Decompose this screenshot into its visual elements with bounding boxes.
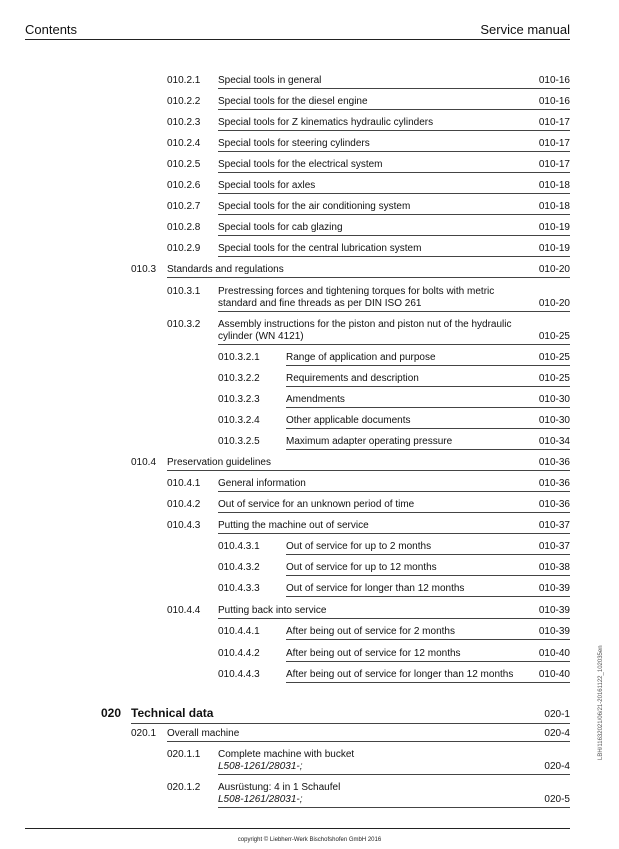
toc-entry-title <box>218 201 410 213</box>
toc-entry-rule <box>218 172 570 173</box>
toc-entry-page: 010-36 <box>538 457 570 468</box>
toc-entry-number: 010.4.3.1 <box>218 541 260 552</box>
toc-entry-title <box>218 180 315 192</box>
toc-entry[interactable] <box>218 541 570 555</box>
toc-entry-rule <box>286 596 570 597</box>
toc-entry-number: 020.1.1 <box>167 749 201 760</box>
toc-entry[interactable] <box>167 499 570 513</box>
toc-entry[interactable] <box>218 562 570 576</box>
toc-entry-title-line: Out of service for up to 2 months <box>286 541 432 552</box>
toc-entry[interactable] <box>167 180 570 194</box>
toc-entry-rule <box>218 618 570 619</box>
toc-entry-page: 010-36 <box>538 478 570 489</box>
toc-entry[interactable] <box>167 605 570 619</box>
toc-entry-page: 020-1 <box>544 709 570 720</box>
toc-entry-title <box>286 626 455 638</box>
toc-entry-title <box>286 669 513 681</box>
toc-entry-title-line: Amendments <box>286 394 345 405</box>
toc-entry-number: 010.4.3.2 <box>218 562 260 573</box>
toc-entry-number: 010.4.4 <box>167 605 201 616</box>
toc-entry-title <box>286 648 461 660</box>
toc-entry-title-line: Putting back into service <box>218 605 327 616</box>
toc-entry-title <box>167 457 271 469</box>
toc-entry-title <box>218 319 512 343</box>
toc-entry-title <box>167 728 239 740</box>
toc-entry[interactable] <box>167 96 570 110</box>
toc-entry-title-line: Maximum adapter operating pressure <box>286 436 453 447</box>
toc-entry-title <box>286 562 437 574</box>
toc-entry[interactable] <box>218 415 570 429</box>
toc-entry-number: 010.3.2.4 <box>218 415 260 426</box>
toc-entry-rule <box>218 193 570 194</box>
toc-entry-number: 010.2.6 <box>167 180 201 191</box>
toc-entry-rule <box>286 661 570 662</box>
toc-entry-title-line: Out of service for up to 12 months <box>286 562 437 573</box>
toc-entry-number: 010.3.2 <box>167 319 201 330</box>
toc-entry-number: 010.2.7 <box>167 201 201 212</box>
toc-entry-title-line: After being out of service for 2 months <box>286 626 455 637</box>
side-document-code: LBH/11632021/06/21-20161122_102035en <box>598 645 604 760</box>
toc-entry-number: 010.4.1 <box>167 478 201 489</box>
toc-entry[interactable] <box>167 749 570 775</box>
toc-entry-rule <box>167 277 570 278</box>
toc-entry[interactable] <box>167 243 570 257</box>
toc-entry-page: 010-39 <box>538 626 570 637</box>
toc-entry-rule <box>167 470 570 471</box>
toc-entry-title-line: Special tools in general <box>218 75 322 86</box>
toc-entry-number: 010.4.4.3 <box>218 669 260 680</box>
toc-entry-title-line: General information <box>218 478 306 489</box>
toc-entry-title <box>286 352 436 364</box>
toc-entry-subtitle: L508-1261/28031-; <box>218 761 303 772</box>
toc-entry[interactable] <box>131 457 570 471</box>
toc-entry-rule <box>218 491 570 492</box>
toc-entry[interactable] <box>218 669 570 683</box>
toc-entry-page: 010-17 <box>538 117 570 128</box>
toc-entry-title <box>218 222 343 234</box>
toc-entry-title-line: Special tools for cab glazing <box>218 222 343 233</box>
toc-entry-title-line: Complete machine with bucket <box>218 749 355 760</box>
toc-entry-page: 010-19 <box>538 243 570 254</box>
toc-entry[interactable] <box>167 319 570 345</box>
toc-entry-page: 010-30 <box>538 415 570 426</box>
toc-entry-rule <box>286 449 570 450</box>
toc-entry-rule <box>218 130 570 131</box>
toc-entry-rule <box>218 533 570 534</box>
toc-entry-rule <box>286 554 570 555</box>
toc-entry-rule <box>218 235 570 236</box>
toc-entry-number: 010.2.2 <box>167 96 201 107</box>
toc-entry-rule <box>286 682 570 683</box>
toc-entry-number: 010.2.3 <box>167 117 201 128</box>
toc-entry[interactable] <box>218 436 570 450</box>
toc-entry-title-line: standard and fine threads as per DIN ISO 261 <box>218 298 422 309</box>
toc-entry-title-line: Prestressing forces and tightening torques for bolts with metric <box>218 286 495 297</box>
toc-entry-title <box>286 373 419 385</box>
toc-entry[interactable] <box>167 782 570 808</box>
toc-entry-number: 020.1.2 <box>167 782 201 793</box>
toc-entry-number: 010.2.8 <box>167 222 201 233</box>
toc-entry-title <box>218 159 383 171</box>
toc-entry-page: 020-4 <box>544 761 570 772</box>
toc-entry-page: 010-39 <box>538 605 570 616</box>
toc-entry-rule <box>218 311 570 312</box>
toc-entry-title-line: cylinder (WN 4121) <box>218 331 304 342</box>
toc-entry-title-line: Special tools for Z kinematics hydraulic cylinders <box>218 117 434 128</box>
toc-entry-page: 010-17 <box>538 138 570 149</box>
toc-entry-page: 010-30 <box>538 394 570 405</box>
toc-entry-rule <box>218 774 570 775</box>
toc-entry-page: 010-40 <box>538 648 570 659</box>
toc-entry-title-line: Technical data <box>131 706 214 720</box>
toc-entry[interactable] <box>167 159 570 173</box>
toc-entry-title-line: Special tools for the electrical system <box>218 159 383 170</box>
toc-entry-number: 010.4.3.3 <box>218 583 260 594</box>
toc-entry-title-line: After being out of service for 12 months <box>286 648 461 659</box>
toc-entry-page: 010-20 <box>538 264 570 275</box>
toc-entry-number: 010.2.4 <box>167 138 201 149</box>
toc-entry-rule <box>286 575 570 576</box>
toc-entry-rule <box>218 214 570 215</box>
toc-entry-page: 010-37 <box>538 541 570 552</box>
toc-entry-page: 010-16 <box>538 75 570 86</box>
toc-entry-title <box>167 264 284 276</box>
toc-entry-page: 010-25 <box>538 331 570 342</box>
toc-entry-title <box>218 499 414 511</box>
toc-entry-title-line: Assembly instructions for the piston and piston nut of the hydraulic <box>218 319 512 330</box>
toc-entry[interactable] <box>167 117 570 131</box>
toc-entry-number: 010.3.2.2 <box>218 373 260 384</box>
toc-entry[interactable] <box>167 75 570 89</box>
toc-entry-title-line: Out of service for longer than 12 months <box>286 583 465 594</box>
footer-copyright: copyright © Liebherr-Werk Bischofshofen GmbH 2016 <box>237 837 382 843</box>
toc-entry-subtitle: L508-1261/28031-; <box>218 794 303 805</box>
toc-entry-number: 010.3.1 <box>167 286 201 297</box>
toc-entry-number: 010.4 <box>131 457 157 468</box>
toc-entry-rule <box>218 109 570 110</box>
toc-entry-title-line: Preservation guidelines <box>167 457 271 468</box>
toc-entry-rule <box>218 88 570 89</box>
toc-entry-title-line: Standards and regulations <box>167 264 284 275</box>
toc-entry-number: 010.4.3 <box>167 520 201 531</box>
toc-entry-title <box>218 605 326 617</box>
toc-entry[interactable] <box>167 201 570 215</box>
toc-entry-rule <box>218 512 570 513</box>
toc-entry-page: 010-40 <box>538 669 570 680</box>
toc-entry-title <box>218 520 369 532</box>
toc-entry[interactable] <box>167 478 570 492</box>
toc-entry-title <box>286 415 411 427</box>
toc-entry[interactable] <box>218 626 570 640</box>
toc-entry-page: 020-4 <box>544 728 570 739</box>
toc-entry-title-line: Overall machine <box>167 728 240 739</box>
toc-entry[interactable] <box>101 706 570 724</box>
toc-entry[interactable] <box>218 352 570 366</box>
toc-entry-rule <box>131 723 570 724</box>
toc-entry-number: 010.3 <box>131 264 157 275</box>
toc-entry-title-line: Other applicable documents <box>286 415 411 426</box>
toc-entry-rule <box>218 807 570 808</box>
toc-entry-number: 020 <box>101 706 122 720</box>
toc-entry-rule <box>286 365 570 366</box>
toc-entry-number: 010.2.9 <box>167 243 201 254</box>
toc-entry-rule <box>286 428 570 429</box>
toc-entry-title-line: Ausrüstung: 4 in 1 Schaufel <box>218 782 341 793</box>
toc-entry-rule <box>286 386 570 387</box>
toc-entry-title-line: Putting the machine out of service <box>218 520 369 531</box>
toc-entry-title <box>218 286 494 310</box>
toc-entry-number: 010.3.2.3 <box>218 394 260 405</box>
toc-entry-page: 010-37 <box>538 520 570 531</box>
toc-entry-page: 010-38 <box>538 562 570 573</box>
toc-entry-title-line: After being out of service for longer than 12 months <box>286 669 514 680</box>
toc-entry-number: 020.1 <box>131 728 157 739</box>
toc-entry-number: 010.4.4.1 <box>218 626 260 637</box>
toc-entry-page: 010-34 <box>538 436 570 447</box>
toc-entry-title <box>218 96 368 108</box>
toc-entry-title <box>218 138 370 150</box>
toc-entry-page: 010-17 <box>538 159 570 170</box>
toc-entry[interactable] <box>167 138 570 152</box>
header-left: Contents <box>25 22 78 37</box>
toc-entry-rule <box>218 344 570 345</box>
toc-entry[interactable] <box>218 648 570 662</box>
footer-rule <box>25 828 570 829</box>
toc-entry-rule <box>286 639 570 640</box>
toc-entry[interactable] <box>131 728 570 742</box>
toc-entry-title-line: Out of service for an unknown period of time <box>218 499 415 510</box>
toc-entry-title <box>286 583 464 595</box>
toc-entry-rule <box>286 407 570 408</box>
toc-entry[interactable] <box>131 264 570 278</box>
toc-entry-page: 010-16 <box>538 96 570 107</box>
toc-entry[interactable] <box>218 583 570 597</box>
toc-entry[interactable] <box>218 373 570 387</box>
toc-entry-page: 010-25 <box>538 373 570 384</box>
toc-entry-title <box>218 243 421 255</box>
toc-entry-rule <box>167 741 570 742</box>
toc-entry-number: 010.2.1 <box>167 75 201 86</box>
toc-entry[interactable] <box>167 520 570 534</box>
toc-entry-title-line: Requirements and description <box>286 373 419 384</box>
toc-entry-title-line: Special tools for the diesel engine <box>218 96 368 107</box>
toc-entry-page: 010-25 <box>538 352 570 363</box>
toc-entry-page: 010-36 <box>538 499 570 510</box>
toc-entry-page: 010-20 <box>538 298 570 309</box>
header-right: Service manual <box>480 22 570 37</box>
toc-entry-title <box>218 75 321 87</box>
toc-entry-title <box>286 436 452 448</box>
toc-entry-title <box>218 478 306 490</box>
toc-entry-number: 010.4.2 <box>167 499 201 510</box>
toc-entry-rule <box>218 151 570 152</box>
toc-entry-title-line: Special tools for axles <box>218 180 316 191</box>
toc-entry-title <box>218 117 433 129</box>
toc-entry[interactable] <box>218 394 570 408</box>
toc-entry-title-line: Special tools for the air conditioning system <box>218 201 411 212</box>
toc-entry-page: 010-18 <box>538 201 570 212</box>
toc-entry-page: 010-18 <box>538 180 570 191</box>
toc-entry-number: 010.3.2.1 <box>218 352 260 363</box>
toc-entry-title <box>131 706 213 720</box>
toc-entry-title-line: Special tools for steering cylinders <box>218 138 370 149</box>
toc-entry-page: 010-39 <box>538 583 570 594</box>
toc-entry-page: 010-19 <box>538 222 570 233</box>
toc-entry-title-line: Range of application and purpose <box>286 352 436 363</box>
toc-entry-title-line: Special tools for the central lubrication system <box>218 243 422 254</box>
header-rule <box>25 39 570 40</box>
toc-entry[interactable] <box>167 286 570 312</box>
toc-entry-number: 010.3.2.5 <box>218 436 260 447</box>
toc-entry-number: 010.4.4.2 <box>218 648 260 659</box>
toc-entry-title <box>218 782 340 806</box>
toc-entry-page: 020-5 <box>544 794 570 805</box>
toc-entry-title <box>286 541 431 553</box>
toc-entry-rule <box>218 256 570 257</box>
toc-entry-number: 010.2.5 <box>167 159 201 170</box>
toc-entry-title <box>286 394 345 406</box>
toc-entry[interactable] <box>167 222 570 236</box>
toc-entry-title <box>218 749 354 773</box>
